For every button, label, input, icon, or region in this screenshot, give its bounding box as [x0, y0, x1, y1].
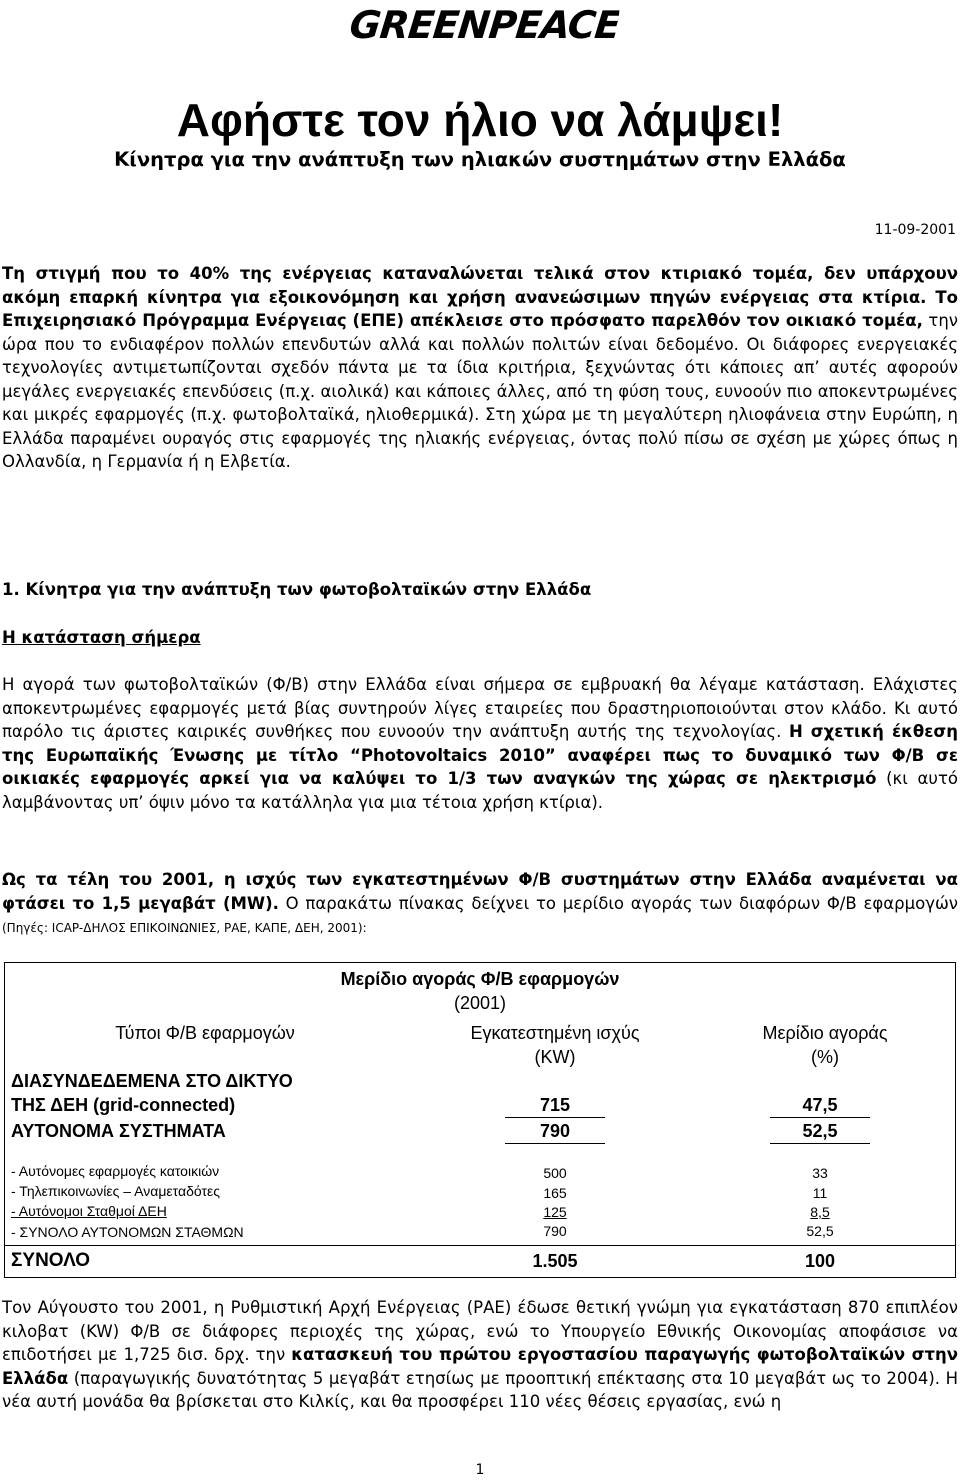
autonomous-row-capacity: 790 [539, 1121, 571, 1141]
total-rule [5, 1245, 955, 1246]
cell-rule [770, 1143, 870, 1144]
autonomous-row-share: 52,5 [802, 1121, 838, 1141]
total-row-share: 100 [804, 1251, 836, 1271]
greenpeace-logo [346, 2, 621, 46]
market-text: Η αγορά των φωτοβολταϊκών (Φ/Β) στην Ελλάδα είναι σήμερα σε εμβρυακή θα λέγαμε κατάσταση. Ελάχιστες αποκεντρωμένες εφαρμογές μετά βίας συντηρούν λίγες εταιρείες που δραστηριοποιούνται στον κλάδο. Κι αυτό παρόλο τις άριστες καιρικές συνθήκες που ευνοούν την ανάπτυξη αυτής της τεχνολογίας. [2, 675, 958, 741]
sub-row-share: 33 [812, 1165, 828, 1181]
factory-text: Τον Αύγουστο του 2001, η Ρυθμιστική Αρχή Ενέργειας (ΡΑΕ) έδωσε θετική γνώμη για εγκατάσταση 870 επιπλέον κιλοβατ (KW) Φ/Β σε διάφορες περιοχές της χώρας, ενώ το Υπουργείο Εθνικής Οικονομίας αποφάσισε να επιδοτήσει με 1,725 δισ. δρχ. την [2, 1298, 958, 1364]
cell-rule [505, 1143, 605, 1144]
section-subheading: Η κατάσταση σήμερα [2, 628, 201, 647]
market-share-table [4, 962, 956, 1278]
column-header-types: Τύποι Φ/Β εφαρμογών [115, 1023, 295, 1043]
factory-tail-text: (παραγωγικής δυνατότητας 5 μεγαβάτ ετησίως με προοπτική επέκτασης στα 10 μεγαβάτ ως το 2004). Η νέα αυτή μονάδα θα βρίσκεται στο Κιλκίς, και θα προσφέρει 110 νέες θέσεις εργασίας, ενώ η [2, 1368, 958, 1411]
sub-row-label: - ΣΥΝΟΛΟ ΑΥΤΟΝΟΜΩΝ ΣΤΑΘΜΩΝ [11, 1224, 244, 1240]
total-row-label: ΣΥΝΟΛΟ [11, 1250, 91, 1271]
svg-text:GREENPEACE: GREENPEACE [347, 3, 621, 46]
sub-row-label: - Αυτόνομες εφαρμογές κατοικιών [11, 1163, 220, 1179]
market-tail-text: (κι αυτό λαμβάνοντας υπ’ όψιν μόνο τα κατάλληλα για μια τέτοια χρήση κτίρια). [2, 769, 958, 812]
sub-row-share: 11 [812, 1185, 828, 1201]
column-header-share: Μερίδιο αγοράς [762, 1023, 888, 1043]
intro-paragraph [2, 262, 958, 474]
factory-paragraph [2, 1296, 958, 1414]
sources-note: (Πηγές: ICAP-ΔΗΛΟΣ ΕΠΙΚΟΙΝΩΝΙΕΣ, ΡΑΕ, ΚΑΠΕ, ΔΕΗ, 2001): [2, 921, 367, 935]
sub-row-capacity: 790 [543, 1223, 567, 1239]
capacity-bold-text: Ως τα τέλη του 2001, η ισχύς των εγκατεστημένων Φ/Β συστημάτων στην Ελλάδα αναμένεται να φτάσει το 1,5 μεγαβάτ (MW). [2, 870, 958, 913]
intro-bold-text: Τη στιγμή που το 40% της ενέργειας καταναλώνεται τελικά στον κτιριακό τομέα, δεν υπάρχουν ακόμη επαρκή κίνητρα για εξοικονόμηση και χρήση ανανεώσιμων πηγών ενέργειας στα κτίρια. Το Επιχειρησιακό Πρόγραμμα Ενέργειας (ΕΠΕ) απέκλεισε στο πρόσφατο παρελθόν τον οικιακό τομέα, [2, 264, 958, 330]
column-header-share-unit: (%) [811, 1047, 839, 1067]
grid-row-share: 47,5 [802, 1095, 838, 1115]
intro-text: την ώρα που το ενδιαφέρον πολλών επενδυτών αλλά και πολλών πολιτών είναι δεδομένο. Οι διάφορες ενεργειακές τεχνολογίες αντιμετωπίζονται σχεδόν πάντα με τα ίδια κριτήρια, ξεχνώντας ότι κάποιες απ’ αυτές αφορούν μεγάλες ενεργειακές επενδύσεις (π.χ. αιολικά) και κάποιες άλλες, από τη φύση τους, ευνοούν πιο αποκεντρωμένες και μικρές εφαρμογές (π.χ. φωτοβολταϊκά, ηλιοθερμικά). Στη χώρα με τη μεγαλύτερη ηλιοφάνεια στην Ευρώπη, η Ελλάδα παραμένει ουραγός στις εφαρμογές της ηλιακής ενέργειας, όντας πολύ πίσω σε σχέση με χώρες όπως η Ολλανδία, η Γερμανία ή η Ελβετία. [2, 311, 958, 471]
column-header-capacity-unit: (KW) [534, 1047, 576, 1067]
column-header-capacity: Εγκατεστημένη ισχύς [470, 1023, 640, 1043]
sub-row-capacity: 500 [543, 1165, 567, 1181]
sub-row-capacity: 165 [543, 1185, 567, 1201]
cell-rule [770, 1117, 870, 1118]
cell-rule [505, 1117, 605, 1118]
factory-bold-text: κατασκευή του πρώτου εργοστασίου παραγωγής φωτοβολταϊκών στην Ελλάδα [2, 1345, 958, 1388]
page-subtitle: Κίνητρα για την ανάπτυξη των ηλιακών συστημάτων στην Ελλάδα [114, 148, 846, 171]
total-row-capacity: 1.505 [532, 1251, 578, 1271]
table-caption: Μερίδιο αγοράς Φ/Β εφαρμογών [340, 969, 620, 989]
grid-row-capacity: 715 [539, 1095, 571, 1115]
market-bold-text: Η σχετική έκθεση της Ευρωπαϊκής Ένωσης με τίτλο “Photovoltaics 2010” αναφέρει πως το δυναμικό των Φ/Β σε οικιακές εφαρμογές αρκεί για να καλύψει το 1/3 των αναγκών της χώρας σε ηλεκτρισμό [2, 722, 958, 788]
sub-row-share: 52,5 [806, 1223, 834, 1239]
market-paragraph [2, 673, 958, 814]
greenpeace-logo-art [346, 2, 621, 46]
capacity-text: Ο παρακάτω πίνακας δείχνει το μερίδιο αγοράς των διαφόρων Φ/Β εφαρμογών [278, 893, 958, 913]
page-number: 1 [475, 1462, 485, 1478]
autonomous-row-label: ΑΥΤΟΝΟΜΑ ΣΥΣΤΗΜΑΤΑ [11, 1121, 226, 1141]
sub-row-capacity: 125 [543, 1204, 567, 1220]
capacity-paragraph [2, 868, 958, 941]
sub-row-label: - Τηλεπικοινωνίες – Αναμεταδότες [11, 1183, 220, 1199]
grid-row-label-2: ΤΗΣ ΔΕΗ (grid-connected) [11, 1095, 236, 1115]
section-heading: 1. Κίνητρα για την ανάπτυξη των φωτοβολταϊκών στην Ελλάδα [2, 580, 592, 599]
table-caption-year: (2001) [453, 993, 507, 1013]
page-title: Αφήστε τον ήλιο να λάμψει! [176, 94, 784, 146]
grid-row-label-1: ΔΙΑΣΥΝΔΕΔΕΜΕΝΑ ΣΤΟ ΔΙΚΤΥΟ [11, 1071, 293, 1091]
sub-row-label: - Αυτόνομοι Σταθμοί ΔΕΗ [11, 1203, 167, 1219]
document-date: 11-09-2001 [874, 222, 956, 238]
sub-row-share: 8,5 [810, 1204, 830, 1220]
